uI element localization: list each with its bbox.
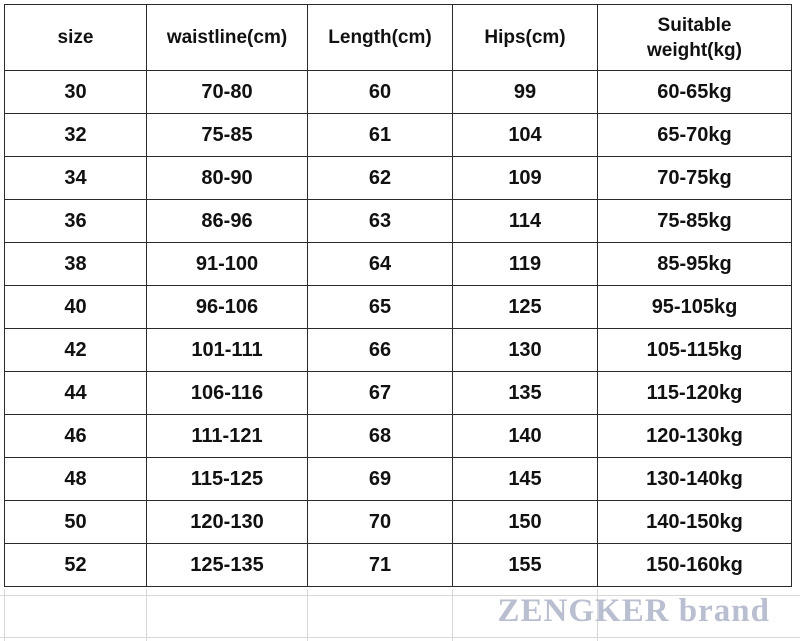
cell-suitable-weight: 70-75kg (598, 157, 792, 200)
cell-suitable-weight: 140-150kg (598, 501, 792, 544)
cell-waistline: 86-96 (147, 200, 308, 243)
cell-hips: 125 (453, 286, 598, 329)
table-row (5, 243, 792, 286)
cell-size: 46 (5, 415, 147, 458)
cell-length: 63 (308, 200, 453, 243)
cell-length: 65 (308, 286, 453, 329)
table-row (5, 71, 792, 114)
table-row (5, 114, 792, 157)
table-row (5, 458, 792, 501)
cell-waistline: 106-116 (147, 372, 308, 415)
cell-hips: 109 (453, 157, 598, 200)
cell-suitable-weight: 150-160kg (598, 544, 792, 587)
cell-length: 67 (308, 372, 453, 415)
table-row (5, 544, 792, 587)
cell-size: 32 (5, 114, 147, 157)
cell-hips: 114 (453, 200, 598, 243)
table-row (5, 372, 792, 415)
cell-size: 50 (5, 501, 147, 544)
cell-hips: 155 (453, 544, 598, 587)
cell-hips: 104 (453, 114, 598, 157)
cell-waistline: 125-135 (147, 544, 308, 587)
cell-waistline: 111-121 (147, 415, 308, 458)
cell-suitable-weight: 85-95kg (598, 243, 792, 286)
cell-length: 66 (308, 329, 453, 372)
table-row (5, 157, 792, 200)
size-chart-body (5, 71, 792, 587)
cell-waistline: 80-90 (147, 157, 308, 200)
cell-length: 69 (308, 458, 453, 501)
cell-waistline: 75-85 (147, 114, 308, 157)
header-length: Length(cm) (308, 5, 453, 71)
cell-suitable-weight: 115-120kg (598, 372, 792, 415)
cell-hips: 130 (453, 329, 598, 372)
cell-waistline: 91-100 (147, 243, 308, 286)
table-row (5, 415, 792, 458)
cell-length: 70 (308, 501, 453, 544)
header-suitable-weight (598, 5, 792, 71)
cell-size: 36 (5, 200, 147, 243)
header-size: size (5, 5, 147, 71)
cell-hips: 99 (453, 71, 598, 114)
table-row (5, 286, 792, 329)
cell-size: 34 (5, 157, 147, 200)
cell-hips: 135 (453, 372, 598, 415)
table-row (5, 200, 792, 243)
cell-suitable-weight: 60-65kg (598, 71, 792, 114)
cell-hips: 145 (453, 458, 598, 501)
cell-length: 64 (308, 243, 453, 286)
table-row (5, 501, 792, 544)
cell-size: 38 (5, 243, 147, 286)
header-hips: Hips(cm) (453, 5, 598, 71)
cell-hips: 140 (453, 415, 598, 458)
cell-waistline: 120-130 (147, 501, 308, 544)
cell-suitable-weight: 130-140kg (598, 458, 792, 501)
cell-length: 60 (308, 71, 453, 114)
cell-suitable-weight: 105-115kg (598, 329, 792, 372)
cell-length: 68 (308, 415, 453, 458)
cell-waistline: 101-111 (147, 329, 308, 372)
cell-suitable-weight: 95-105kg (598, 286, 792, 329)
cell-hips: 119 (453, 243, 598, 286)
header-row (5, 5, 792, 71)
cell-suitable-weight: 65-70kg (598, 114, 792, 157)
cell-hips: 150 (453, 501, 598, 544)
cell-size: 44 (5, 372, 147, 415)
cell-suitable-weight: 75-85kg (598, 200, 792, 243)
cell-length: 62 (308, 157, 453, 200)
cell-size: 40 (5, 286, 147, 329)
table-row (5, 329, 792, 372)
header-suitable-weight-text: Suitable weight(kg) (647, 14, 742, 61)
cell-suitable-weight: 120-130kg (598, 415, 792, 458)
cell-size: 42 (5, 329, 147, 372)
cell-size: 30 (5, 71, 147, 114)
cell-waistline: 96-106 (147, 286, 308, 329)
size-chart-table (4, 4, 792, 587)
cell-length: 71 (308, 544, 453, 587)
brand-watermark: ZENGKER brand (497, 593, 770, 629)
cell-size: 48 (5, 458, 147, 501)
cell-length: 61 (308, 114, 453, 157)
cell-waistline: 115-125 (147, 458, 308, 501)
cell-size: 52 (5, 544, 147, 587)
header-waistline: waistline(cm) (147, 5, 308, 71)
cell-waistline: 70-80 (147, 71, 308, 114)
